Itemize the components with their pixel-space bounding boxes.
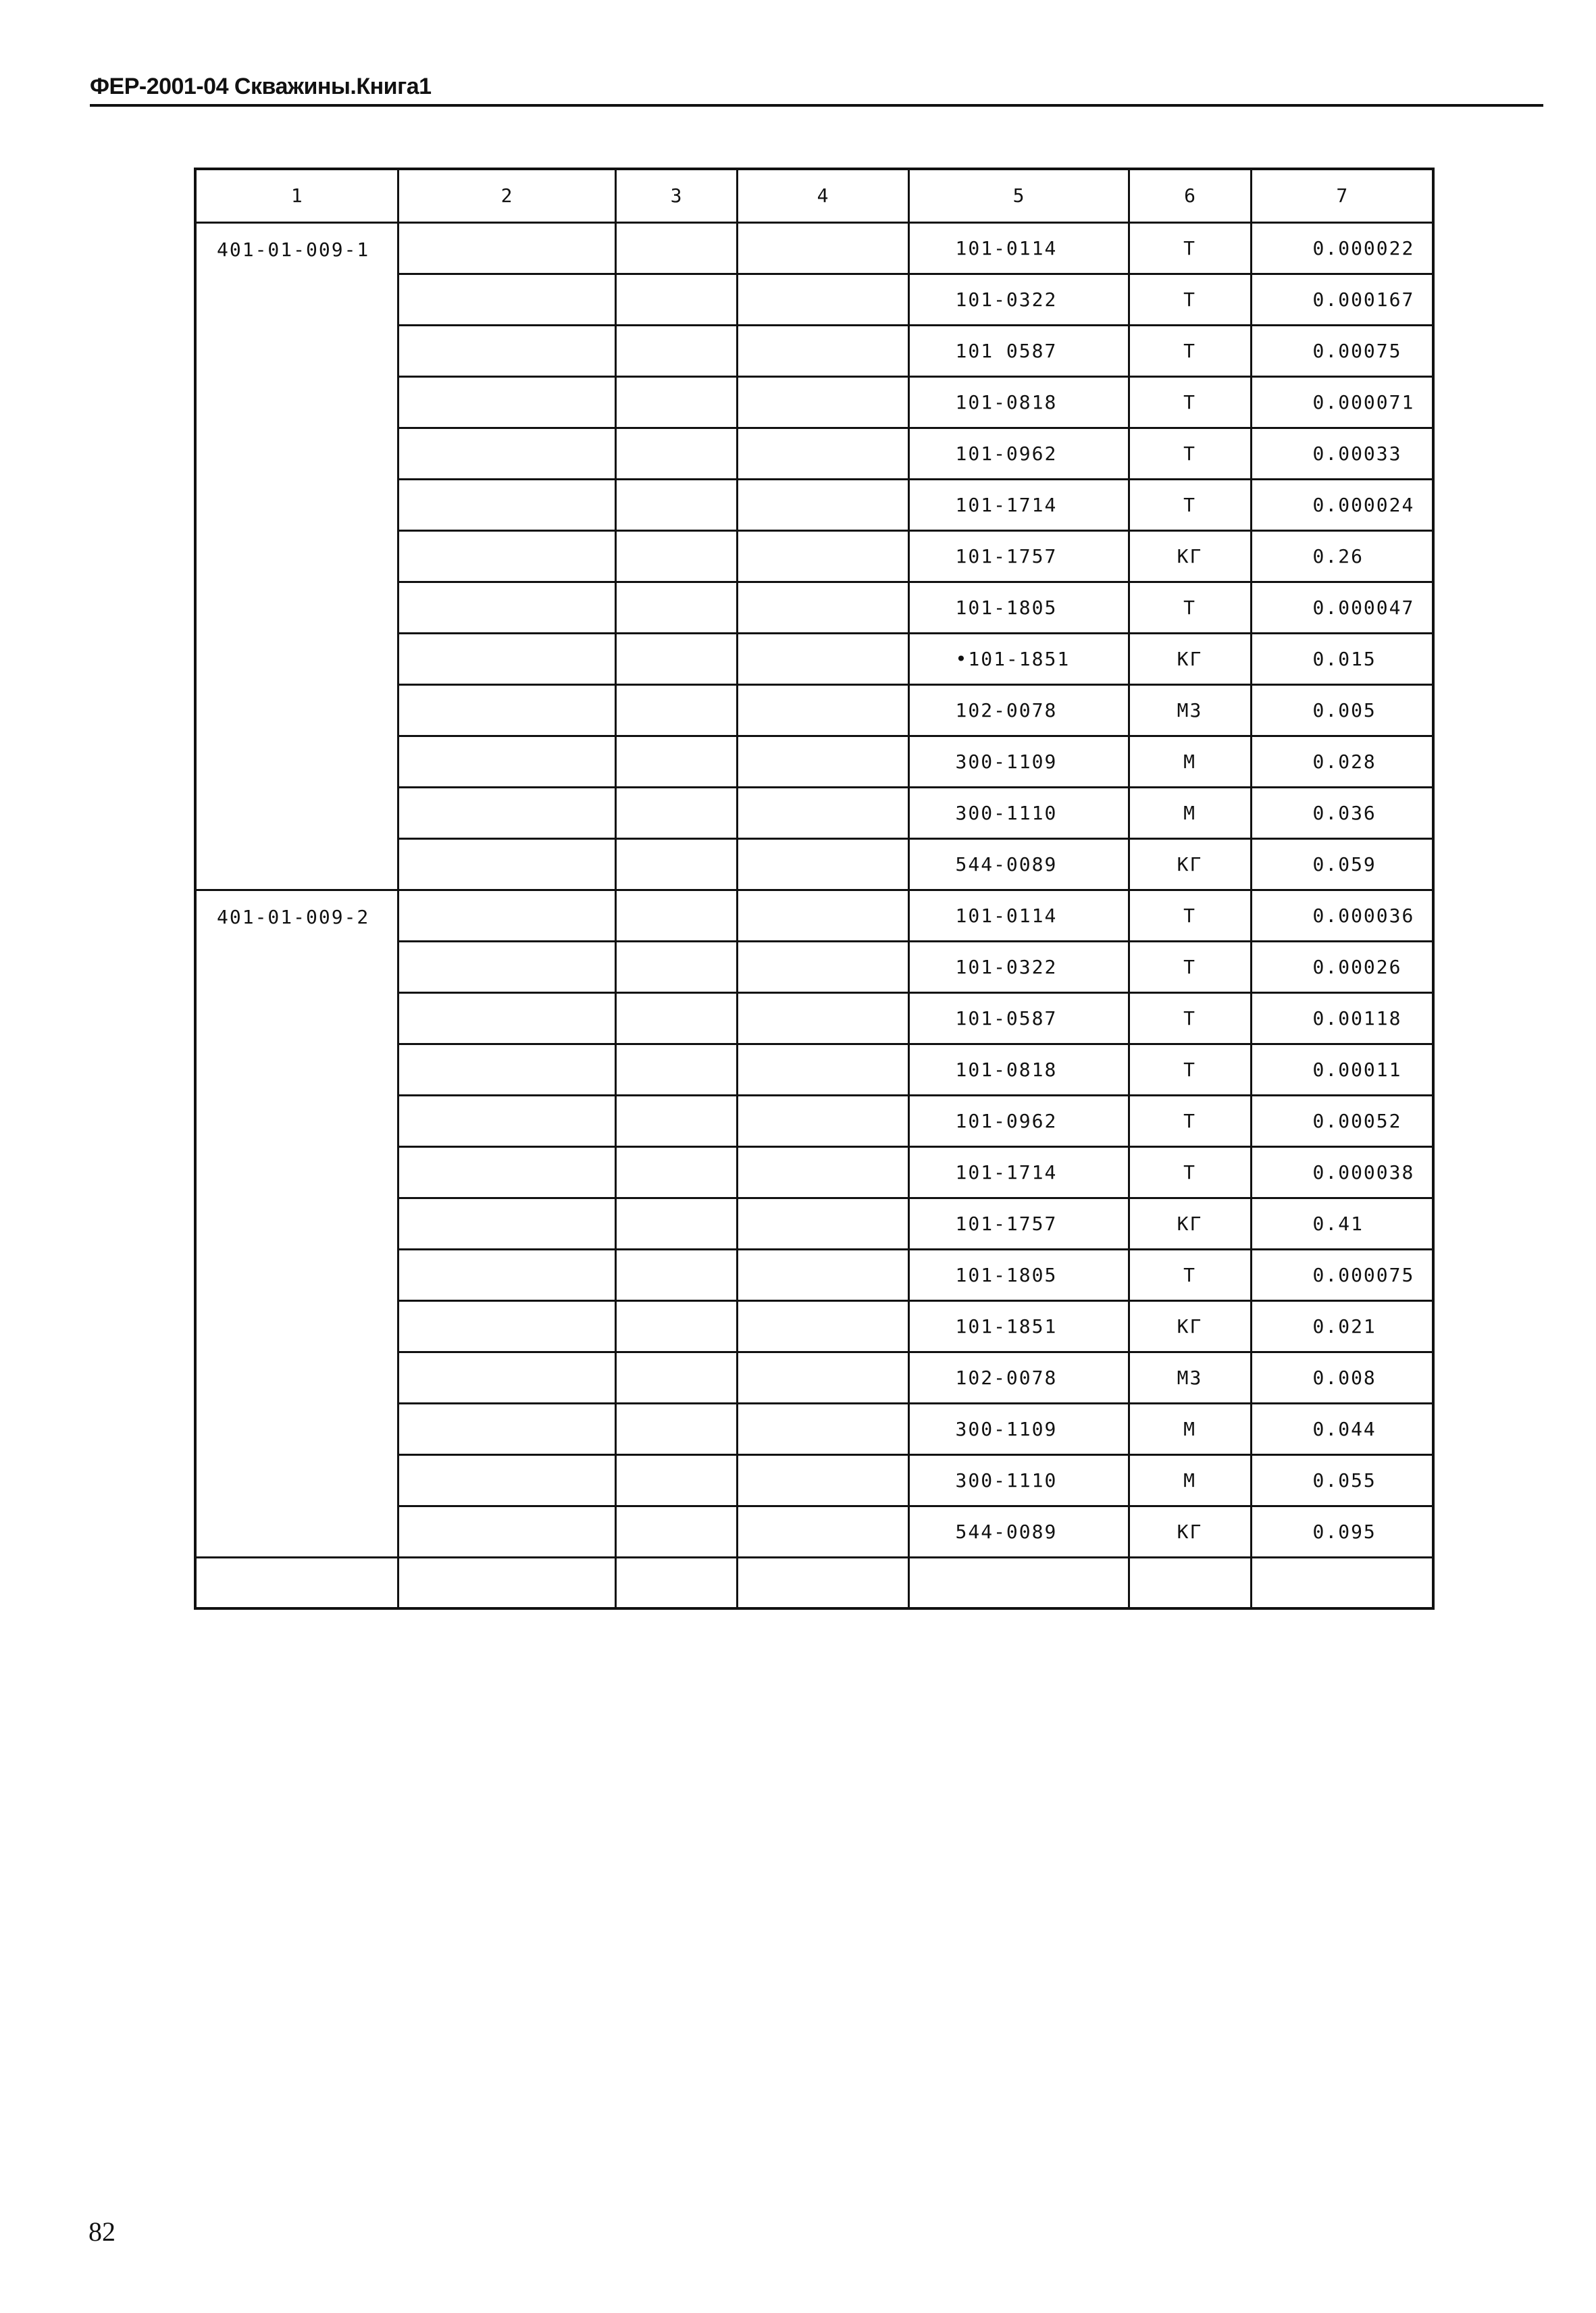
empty-cell — [615, 274, 737, 325]
unit-cell: КГ — [1129, 838, 1251, 890]
resource-code-cell: 101-1805 — [908, 1249, 1129, 1300]
unit-cell: М — [1129, 736, 1251, 787]
empty-cell — [908, 1557, 1129, 1608]
empty-cell — [398, 1352, 615, 1403]
unit-cell: Т — [1129, 428, 1251, 479]
table-row — [195, 222, 1433, 274]
empty-cell — [737, 736, 908, 787]
empty-cell — [737, 582, 908, 633]
empty-cell — [398, 582, 615, 633]
empty-cell — [737, 633, 908, 684]
empty-cell — [615, 376, 737, 428]
empty-filler-row — [195, 1557, 1433, 1608]
column-header-1: 1 — [195, 169, 398, 222]
quantity-cell: 0.00026 — [1251, 941, 1433, 992]
empty-cell — [398, 479, 615, 530]
empty-cell — [398, 325, 615, 376]
empty-cell — [398, 1300, 615, 1352]
quantity-cell: 0.41 — [1251, 1198, 1433, 1249]
quantity-cell: 0.000038 — [1251, 1146, 1433, 1198]
empty-cell — [737, 1454, 908, 1506]
empty-cell — [737, 479, 908, 530]
quantity-cell: 0.015 — [1251, 633, 1433, 684]
unit-cell: М — [1129, 1403, 1251, 1454]
empty-cell — [615, 1403, 737, 1454]
resource-code-cell: 300-1110 — [908, 787, 1129, 838]
quantity-cell: 0.000024 — [1251, 479, 1433, 530]
table-body — [195, 222, 1433, 1608]
resource-code-cell: 300-1109 — [908, 1403, 1129, 1454]
resource-code-cell: 102-0078 — [908, 1352, 1129, 1403]
norm-code-cell: 401-01-009-2 — [195, 890, 398, 1557]
resource-code-cell: 544-0089 — [908, 838, 1129, 890]
quantity-cell: 0.000071 — [1251, 376, 1433, 428]
quantity-cell: 0.00118 — [1251, 992, 1433, 1044]
empty-cell — [398, 1557, 615, 1608]
empty-cell — [398, 736, 615, 787]
empty-cell — [398, 890, 615, 941]
empty-cell — [615, 222, 737, 274]
empty-cell — [1129, 1557, 1251, 1608]
unit-cell: Т — [1129, 1249, 1251, 1300]
quantity-cell: 0.00075 — [1251, 325, 1433, 376]
empty-cell — [737, 530, 908, 582]
empty-cell — [737, 838, 908, 890]
empty-cell — [737, 428, 908, 479]
resource-code-cell: 101-0322 — [908, 941, 1129, 992]
unit-cell: Т — [1129, 941, 1251, 992]
unit-cell: Т — [1129, 376, 1251, 428]
unit-cell: КГ — [1129, 1198, 1251, 1249]
empty-cell — [615, 941, 737, 992]
empty-cell — [398, 941, 615, 992]
unit-cell: Т — [1129, 325, 1251, 376]
empty-cell — [398, 633, 615, 684]
column-header-2: 2 — [398, 169, 615, 222]
quantity-cell: 0.000075 — [1251, 1249, 1433, 1300]
empty-cell — [737, 787, 908, 838]
empty-cell — [615, 1352, 737, 1403]
empty-cell — [398, 838, 615, 890]
empty-cell — [398, 1146, 615, 1198]
unit-cell: Т — [1129, 222, 1251, 274]
resource-code-cell: 300-1110 — [908, 1454, 1129, 1506]
resource-code-cell: 101-1714 — [908, 1146, 1129, 1198]
empty-cell — [615, 1044, 737, 1095]
empty-cell — [615, 838, 737, 890]
quantity-cell: 0.008 — [1251, 1352, 1433, 1403]
unit-cell: Т — [1129, 1095, 1251, 1146]
empty-cell — [615, 582, 737, 633]
resource-code-cell: 544-0089 — [908, 1506, 1129, 1557]
resource-code-cell: 101-0322 — [908, 274, 1129, 325]
resource-code-cell: 101-0818 — [908, 1044, 1129, 1095]
empty-cell — [615, 992, 737, 1044]
quantity-cell: 0.021 — [1251, 1300, 1433, 1352]
empty-cell — [615, 1506, 737, 1557]
unit-cell: Т — [1129, 1044, 1251, 1095]
empty-cell — [398, 428, 615, 479]
resource-code-cell: 101-1714 — [908, 479, 1129, 530]
resource-code-cell: 102-0078 — [908, 684, 1129, 736]
unit-cell: Т — [1129, 582, 1251, 633]
quantity-cell: 0.005 — [1251, 684, 1433, 736]
unit-cell: Т — [1129, 890, 1251, 941]
empty-cell — [615, 684, 737, 736]
empty-cell — [615, 1249, 737, 1300]
empty-cell — [398, 222, 615, 274]
resource-code-cell: 101-0114 — [908, 222, 1129, 274]
empty-cell — [615, 1146, 737, 1198]
empty-cell — [615, 1454, 737, 1506]
empty-cell — [615, 530, 737, 582]
unit-cell: КГ — [1129, 1300, 1251, 1352]
empty-cell — [398, 1095, 615, 1146]
empty-cell — [615, 890, 737, 941]
unit-cell: КГ — [1129, 633, 1251, 684]
column-header-4: 4 — [737, 169, 908, 222]
empty-cell — [615, 479, 737, 530]
empty-cell — [615, 1300, 737, 1352]
resource-code-cell: 101-0818 — [908, 376, 1129, 428]
empty-cell — [398, 787, 615, 838]
quantity-cell: 0.000022 — [1251, 222, 1433, 274]
empty-cell — [615, 633, 737, 684]
header-title: ФЕР-2001-04 Скважины.Книга1 — [90, 74, 432, 99]
empty-cell — [615, 787, 737, 838]
empty-cell — [398, 1198, 615, 1249]
empty-cell — [615, 1557, 737, 1608]
empty-cell — [398, 530, 615, 582]
empty-cell — [737, 1095, 908, 1146]
column-header-5: 5 — [908, 169, 1129, 222]
page-number: 82 — [88, 2216, 115, 2247]
quantity-cell: 0.000047 — [1251, 582, 1433, 633]
quantity-cell: 0.059 — [1251, 838, 1433, 890]
empty-cell — [737, 1557, 908, 1608]
empty-cell — [737, 992, 908, 1044]
empty-cell — [398, 1044, 615, 1095]
empty-cell — [737, 1198, 908, 1249]
resource-code-cell: 101-0587 — [908, 992, 1129, 1044]
empty-cell — [737, 1300, 908, 1352]
unit-cell: Т — [1129, 1146, 1251, 1198]
empty-cell — [737, 325, 908, 376]
empty-cell — [737, 1146, 908, 1198]
empty-cell — [398, 376, 615, 428]
resource-code-cell: 101 0587 — [908, 325, 1129, 376]
unit-cell: Т — [1129, 992, 1251, 1044]
column-header-7: 7 — [1251, 169, 1433, 222]
unit-cell: Т — [1129, 479, 1251, 530]
empty-cell — [737, 1352, 908, 1403]
norm-code-cell: 401-01-009-1 — [195, 222, 398, 890]
empty-cell — [737, 1044, 908, 1095]
empty-cell — [737, 1249, 908, 1300]
empty-cell — [398, 992, 615, 1044]
unit-cell: М — [1129, 1454, 1251, 1506]
unit-cell: Т — [1129, 274, 1251, 325]
empty-cell — [737, 222, 908, 274]
resource-code-cell: 101-1757 — [908, 530, 1129, 582]
resource-table — [194, 168, 1435, 1610]
quantity-cell: 0.036 — [1251, 787, 1433, 838]
quantity-cell: 0.00033 — [1251, 428, 1433, 479]
empty-cell — [195, 1557, 398, 1608]
empty-cell — [615, 736, 737, 787]
empty-cell — [737, 376, 908, 428]
empty-cell — [398, 1506, 615, 1557]
quantity-cell: 0.044 — [1251, 1403, 1433, 1454]
column-header-6: 6 — [1129, 169, 1251, 222]
unit-cell: М3 — [1129, 1352, 1251, 1403]
empty-cell — [737, 1506, 908, 1557]
empty-cell — [737, 941, 908, 992]
empty-cell — [737, 890, 908, 941]
empty-cell — [615, 325, 737, 376]
resource-code-cell: 101-1805 — [908, 582, 1129, 633]
quantity-cell: 0.000036 — [1251, 890, 1433, 941]
table-header-row — [195, 169, 1433, 222]
resource-code-cell: 101-1851 — [908, 1300, 1129, 1352]
quantity-cell: 0.095 — [1251, 1506, 1433, 1557]
empty-cell — [1251, 1557, 1433, 1608]
unit-cell: М3 — [1129, 684, 1251, 736]
resource-code-cell: 101-1757 — [908, 1198, 1129, 1249]
table-row — [195, 890, 1433, 941]
empty-cell — [615, 1198, 737, 1249]
resource-code-cell: 101-0962 — [908, 428, 1129, 479]
resource-code-cell: 101-0114 — [908, 890, 1129, 941]
empty-cell — [398, 1454, 615, 1506]
empty-cell — [398, 1249, 615, 1300]
quantity-cell: 0.00011 — [1251, 1044, 1433, 1095]
unit-cell: КГ — [1129, 1506, 1251, 1557]
column-header-3: 3 — [615, 169, 737, 222]
resource-code-cell: 300-1109 — [908, 736, 1129, 787]
quantity-cell: 0.00052 — [1251, 1095, 1433, 1146]
empty-cell — [737, 684, 908, 736]
empty-cell — [615, 428, 737, 479]
page-header — [90, 73, 1543, 107]
quantity-cell: 0.055 — [1251, 1454, 1433, 1506]
resource-code-cell: 101-0962 — [908, 1095, 1129, 1146]
empty-cell — [398, 684, 615, 736]
quantity-cell: 0.028 — [1251, 736, 1433, 787]
unit-cell: КГ — [1129, 530, 1251, 582]
empty-cell — [737, 1403, 908, 1454]
quantity-cell: 0.26 — [1251, 530, 1433, 582]
empty-cell — [615, 1095, 737, 1146]
empty-cell — [398, 1403, 615, 1454]
unit-cell: М — [1129, 787, 1251, 838]
empty-cell — [737, 274, 908, 325]
empty-cell — [398, 274, 615, 325]
resource-code-cell: •101-1851 — [908, 633, 1129, 684]
quantity-cell: 0.000167 — [1251, 274, 1433, 325]
